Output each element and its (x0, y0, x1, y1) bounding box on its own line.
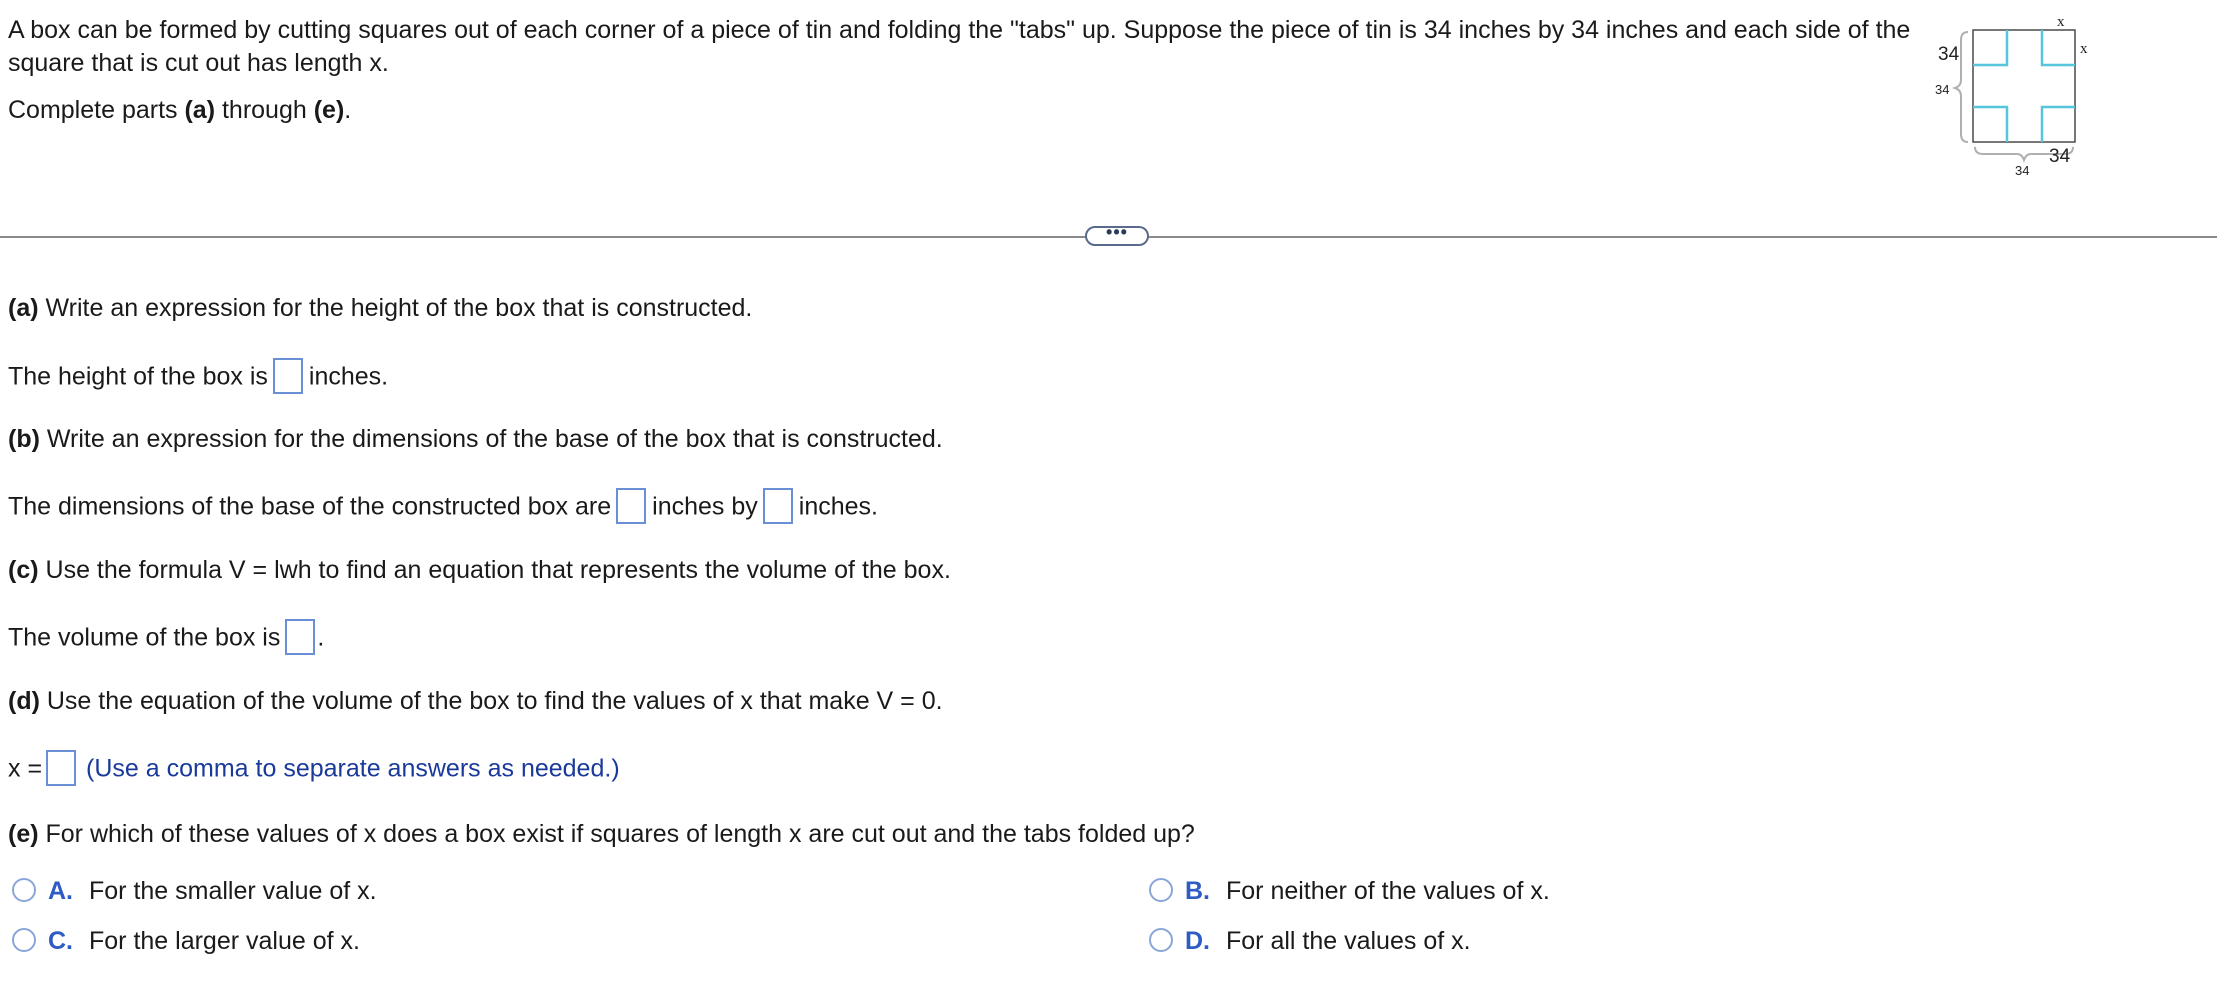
choice-d-radio[interactable] (1149, 928, 1173, 952)
stem-instruction-pre: Complete parts (8, 96, 185, 124)
part-e-question-text: For which of these values of x does a box exist if squares of length x are cut out and the tabs folded up? (38, 820, 1195, 848)
part-c-question-text: Use the formula V = lwh to find an equation that represents the volume of the box. (38, 556, 951, 584)
cut-corner-lines (1973, 30, 2075, 142)
part-c-answer-prefix: The volume of the box is (8, 623, 281, 652)
part-d-hint: (Use a comma to separate answers as needed.) (86, 754, 620, 783)
tin-sheet (1973, 30, 2075, 142)
stem-text: A box can be formed by cutting squares out of each corner of a piece of tin and folding the "tabs" up. Suppose the piece of tin is 34 inches by 34 inches and each side of the square that is cut out has length x. (8, 16, 1911, 77)
part-b-answer-row (8, 490, 878, 526)
choice-c[interactable] (12, 926, 360, 956)
choice-a[interactable] (12, 876, 377, 906)
label-x-right: x (2080, 41, 2088, 57)
choice-a-radio[interactable] (12, 878, 36, 902)
part-a-question-text: Write an expression for the height of the box that is constructed. (38, 294, 753, 322)
choice-a-text: For the smaller value of x. (89, 877, 377, 905)
volume-answer-input[interactable] (285, 619, 315, 655)
part-a-answer-suffix: inches. (308, 362, 389, 391)
part-c-answer-row (8, 621, 324, 657)
tin-figure (1925, 10, 2095, 185)
part-b-answer-suffix: inches. (798, 492, 878, 521)
label-34-left-big: 34 (1938, 44, 1960, 65)
label-34-left-small: 34 (1935, 82, 1950, 97)
choice-b-letter: B. (1185, 877, 1210, 905)
part-b-answer-prefix: The dimensions of the base of the constructed box are (8, 492, 612, 521)
part-d-question (8, 686, 943, 716)
choice-c-radio[interactable] (12, 928, 36, 952)
base-width-input[interactable] (763, 488, 793, 524)
choice-d[interactable] (1149, 926, 1471, 956)
part-a-answer-row (8, 360, 388, 396)
choice-d-letter: D. (1185, 927, 1210, 955)
cut-top-left (1973, 30, 2007, 65)
choice-d-text: For all the values of x. (1226, 927, 1471, 955)
choice-b[interactable] (1149, 876, 1550, 906)
part-e-question (8, 819, 1195, 849)
part-a-answer-prefix: The height of the box is (8, 362, 268, 391)
cut-top-right (2042, 30, 2075, 65)
part-d-question-text: Use the equation of the volume of the box to find the values of x that make V = 0. (39, 687, 943, 715)
tin-diagram (1925, 10, 2095, 185)
stem-instruction (8, 94, 1928, 127)
cut-bottom-right (2042, 107, 2075, 142)
label-34-bottom-small: 34 (2015, 163, 2030, 178)
part-b-question (8, 424, 943, 454)
label-34-bottom-big: 34 (2049, 146, 2071, 167)
part-d-label: (d) (8, 687, 40, 715)
choice-c-letter: C. (48, 927, 73, 955)
expand-button[interactable]: ••• (1085, 226, 1149, 246)
part-c-question (8, 555, 951, 585)
problem-stem (8, 14, 1928, 127)
stem-instruction-mid: through (215, 96, 314, 124)
part-e-label: (e) (8, 820, 39, 848)
part-c-answer-suffix: . (317, 623, 325, 652)
cut-bottom-left (1973, 107, 2007, 142)
base-length-input[interactable] (616, 488, 646, 524)
part-b-answer-middle: inches by (652, 492, 758, 521)
choice-a-letter: A. (48, 877, 73, 905)
height-answer-input[interactable] (273, 358, 303, 394)
choice-b-text: For neither of the values of x. (1226, 877, 1550, 905)
part-b-label: (b) (8, 425, 40, 453)
part-d-answer-prefix: x = (8, 754, 43, 783)
x-values-input[interactable] (46, 750, 76, 786)
stem-instruction-end: . (344, 96, 352, 124)
stem-instruction-part-e: (e) (313, 96, 345, 124)
choice-c-text: For the larger value of x. (89, 927, 360, 955)
label-x-top: x (2057, 14, 2065, 30)
part-a-label: (a) (8, 294, 39, 322)
stem-instruction-part-a: (a) (184, 96, 216, 124)
part-d-answer-row (8, 752, 620, 788)
part-b-question-text: Write an expression for the dimensions of the base of the box that is constructed. (39, 425, 943, 453)
choice-b-radio[interactable] (1149, 878, 1173, 902)
part-c-label: (c) (8, 556, 39, 584)
part-a-question (8, 293, 752, 323)
